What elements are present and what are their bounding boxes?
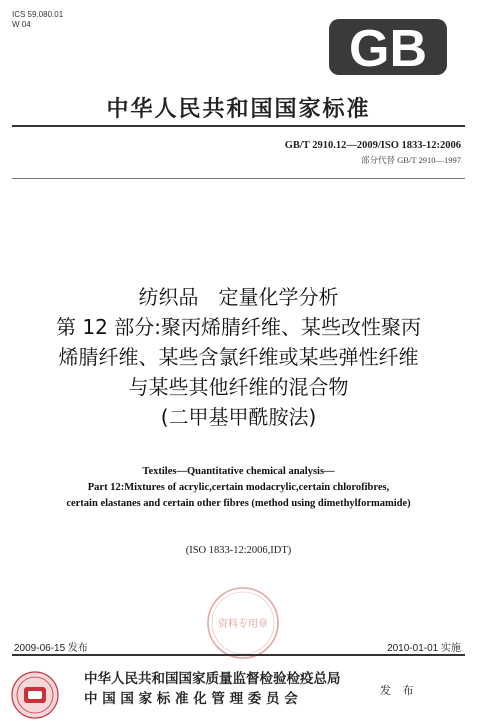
gb-logo-text: GB — [349, 20, 427, 76]
stamp-icon — [205, 585, 281, 661]
gb-logo — [328, 18, 448, 80]
issuer-seal-icon — [10, 670, 60, 720]
chinese-title-line-5: (二甲基甲酰胺法) — [160, 405, 317, 429]
header-divider — [12, 125, 465, 127]
issue-label: 发 布 — [380, 684, 418, 697]
chinese-title-line-3: 烯腈纤维、某些含氯纤维或某些弹性纤维 — [58, 345, 419, 369]
english-title-line-3: certain elastanes and certain other fibres (method using dimethylformamide) — [66, 498, 411, 509]
issuer-line-2: 中 国 国 家 标 准 化 管 理 委 员 会 — [84, 691, 298, 707]
issuer-line-1: 中华人民共和国国家质量监督检验检疫总局 — [84, 671, 341, 687]
issuer-logo — [10, 670, 60, 724]
chinese-title-line-4: 与某些其他纤维的混合物 — [128, 375, 349, 399]
iso-reference: (ISO 1833-12:2006,IDT) — [185, 545, 292, 556]
ccs-code: W 04 — [12, 20, 31, 29]
standard-title: 中华人民共和国国家标准 — [106, 97, 371, 122]
ics-code: ICS 59.080.01 — [12, 10, 64, 19]
publication-date: 2009-06-15 发布 — [14, 643, 88, 654]
english-title-line-2: Part 12:Mixtures of acrylic,certain modacrylic,certain chlorofibres, — [87, 482, 390, 493]
english-title-line-1: Textiles—Quantitative chemical analysis— — [142, 466, 335, 477]
replaces-note: 部分代替 GB/T 2910—1997 — [361, 155, 461, 165]
footer-divider — [12, 654, 465, 656]
gb-logo-icon — [328, 18, 448, 76]
chinese-title-line-2: 第 12 部分:聚丙烯腈纤维、某些改性聚丙 — [56, 315, 421, 339]
issuer-block — [84, 669, 341, 709]
code-divider — [12, 178, 465, 179]
chinese-title-line-1: 纺织品 定量化学分析 — [138, 285, 339, 309]
stamp-text: 资料专用章 — [218, 619, 268, 630]
classification-codes — [12, 10, 63, 30]
implementation-date: 2010-01-01 实施 — [387, 643, 461, 654]
standard-code: GB/T 2910.12—2009/ISO 1833-12:2006 — [284, 140, 461, 151]
reference-stamp — [205, 585, 281, 665]
chinese-title — [0, 282, 477, 432]
english-title — [0, 464, 477, 512]
